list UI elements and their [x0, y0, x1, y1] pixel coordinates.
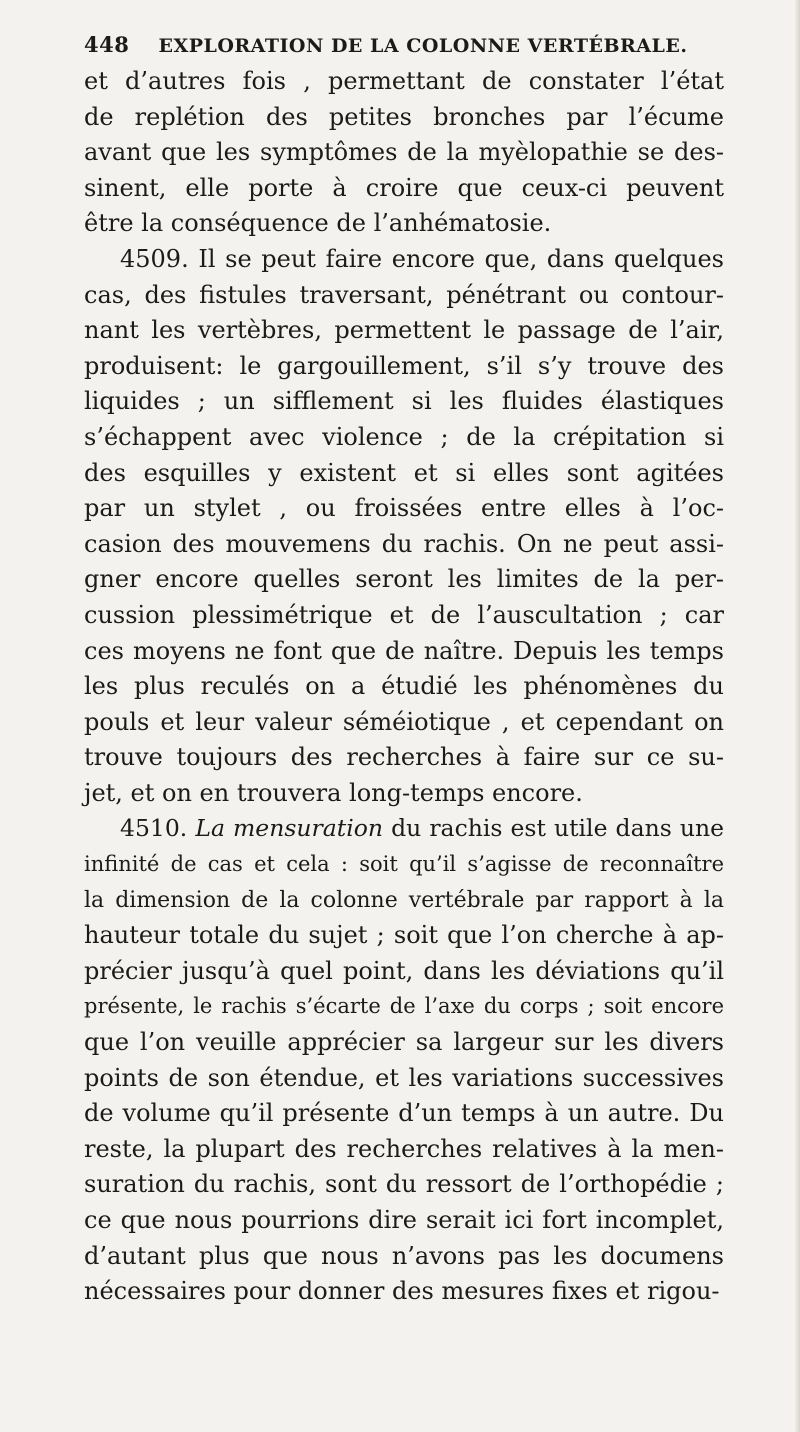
text-line: cas, des fistules traversant, pénétrant ou contour- — [84, 280, 724, 309]
text-line: hauteur totale du sujet ; soit que l’on cherche à ap- — [84, 921, 724, 950]
text-line: liquides ; un sifflement si les fluides élastiques — [84, 387, 724, 416]
text-line: points de son étendue, et les variations successives — [84, 1063, 724, 1092]
paragraph-4510-start: 4510. La mensuration du rachis est utile dans une — [120, 814, 725, 843]
text-line: ces moyens ne font que de naître. Depuis les temps — [84, 636, 724, 665]
italic-term: La mensuration — [195, 814, 384, 843]
text-line: et d’autres fois , permettant de constater l’état — [84, 67, 724, 95]
text-line: reste, la plupart des recherches relatives à la men- — [84, 1134, 724, 1163]
text-line: jet, et on en trouvera long-temps encore. — [84, 778, 583, 807]
paragraph-4509-start: 4509. Il se peut faire encore que, dans quelques — [120, 244, 724, 273]
text-line: trouve toujours des recherches à faire sur ce su- — [84, 743, 724, 772]
text-line: par un stylet , ou froissées entre elles à l’oc- — [84, 494, 724, 523]
body-text — [84, 64, 724, 1310]
text-line: la dimension de la colonne vertébrale par rapport à la — [84, 887, 724, 913]
text-line: avant que les symptômes de la myèlopathie se des- — [84, 138, 724, 167]
text-line: d’autant plus que nous n’avons pas les documens — [84, 1241, 724, 1270]
text-line: gner encore quelles seront les limites de la per- — [84, 565, 724, 594]
text-line: des esquilles y existent et si elles sont agitées — [84, 458, 724, 487]
text-line: infinité de cas et cela : soit qu’il s’agisse de reconnaître — [84, 852, 724, 877]
text-line: nécessaires pour donner des mesures fixes et rigou- — [84, 1277, 720, 1306]
text-line: que l’on veuille apprécier sa largeur sur les divers — [84, 1028, 724, 1057]
text-line: pouls et leur valeur séméiotique , et cependant on — [84, 707, 724, 736]
text-line: de replétion des petites bronches par l’écume — [84, 102, 724, 131]
text-line: sinent, elle porte à croire que ceux-ci peuvent — [84, 173, 724, 202]
text-line: précier jusqu’à quel point, dans les déviations qu’il — [84, 956, 724, 985]
page-edge-shadow — [794, 0, 800, 1432]
text-line: nant les vertèbres, permettent le passage de l’air, — [84, 316, 724, 345]
text-line: de volume qu’il présente d’un temps à un autre. Du — [84, 1099, 724, 1128]
text-line: s’échappent avec violence ; de la crépitation si — [84, 422, 724, 451]
text-line: casion des mouvemens du rachis. On ne peut assi- — [84, 529, 724, 558]
running-header — [84, 32, 704, 60]
page-number: 448 — [84, 32, 130, 57]
running-title: EXPLORATION DE LA COLONNE VERTÉBRALE. — [158, 35, 688, 57]
text-line: produisent: le gargouillement, s’il s’y trouve des — [84, 351, 724, 380]
text-line: être la conséquence de l’anhématosie. — [84, 209, 552, 238]
text-line: les plus reculés on a étudié les phénomènes du — [84, 672, 724, 701]
text-line: cussion plessimétrique et de l’auscultation ; car — [84, 600, 724, 629]
text-line: présente, le rachis s’écarte de l’axe du corps ; soit encore — [84, 994, 724, 1019]
text-line: ce que nous pourrions dire serait ici fort incomplet, — [84, 1206, 724, 1234]
text-line: suration du rachis, sont du ressort de l’orthopédie ; — [84, 1170, 724, 1199]
